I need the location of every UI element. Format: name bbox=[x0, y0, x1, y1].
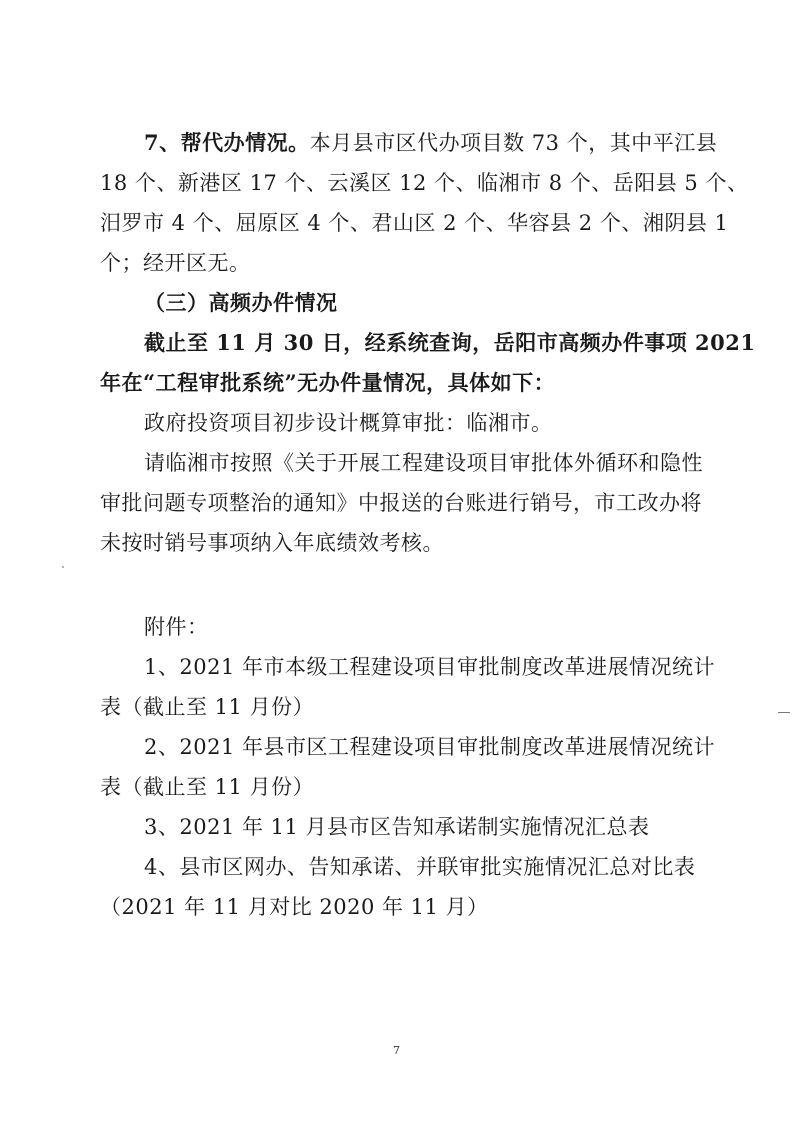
section3-item: 政府投资项目初步设计概算审批：临湘市。 bbox=[144, 411, 553, 435]
attachments-label: 附件： bbox=[144, 615, 209, 639]
section7-line4: 个；经开区无。 bbox=[100, 251, 251, 275]
section3-heading: （三）高频办件情况 bbox=[144, 290, 338, 315]
section3-para-line2: 审批问题专项整治的通知》中报送的台账进行销号，市工改办将 bbox=[100, 491, 702, 515]
section7-line3: 汨罗市 4 个、屈原区 4 个、君山区 2 个、华容县 2 个、湘阴县 1 bbox=[100, 211, 729, 235]
section3-para-line1: 请临湘市按照《关于开展工程建设项目审批体外循环和隐性 bbox=[144, 451, 703, 475]
section7-heading: 7、帮代办情况。 bbox=[144, 130, 310, 155]
section7-line1-text: 本月县市区代办项目数 73 个，其中平江县 bbox=[309, 131, 718, 155]
attachment-2-line1: 2、2021 年县市区工程建设项目审批制度改革进展情况统计 bbox=[144, 735, 715, 759]
scan-margin-mark bbox=[778, 712, 790, 713]
attachment-1-line2: 表（截止至 11 月份） bbox=[100, 695, 315, 719]
section7-line2: 18 个、新港区 17 个、云溪区 12 个、临湘市 8 个、岳阳县 5 个、 bbox=[100, 171, 749, 195]
section3-bold-line2: 年在“工程审批系统”无办件量情况，具体如下： bbox=[100, 370, 556, 395]
section3-para-line3: 未按时销号事项纳入年底绩效考核。 bbox=[100, 531, 444, 555]
attachment-2-line2: 表（截止至 11 月份） bbox=[100, 775, 315, 799]
attachment-4-line1: 4、县市区网办、告知承诺、并联审批实施情况汇总对比表 bbox=[144, 855, 696, 879]
scan-speck bbox=[62, 566, 64, 568]
section3-bold-line1: 截止至 11 月 30 日，经系统查询，岳阳市高频办件事项 2021 bbox=[144, 330, 756, 355]
section7-line1 bbox=[144, 128, 718, 158]
attachment-4-line2: （2021 年 11 月对比 2020 年 11 月） bbox=[100, 895, 489, 919]
page-number: 7 bbox=[393, 1044, 400, 1057]
attachment-3: 3、2021 年 11 月县市区告知承诺制实施情况汇总表 bbox=[144, 815, 650, 839]
attachment-1-line1: 1、2021 年市本级工程建设项目审批制度改革进展情况统计 bbox=[144, 655, 715, 679]
